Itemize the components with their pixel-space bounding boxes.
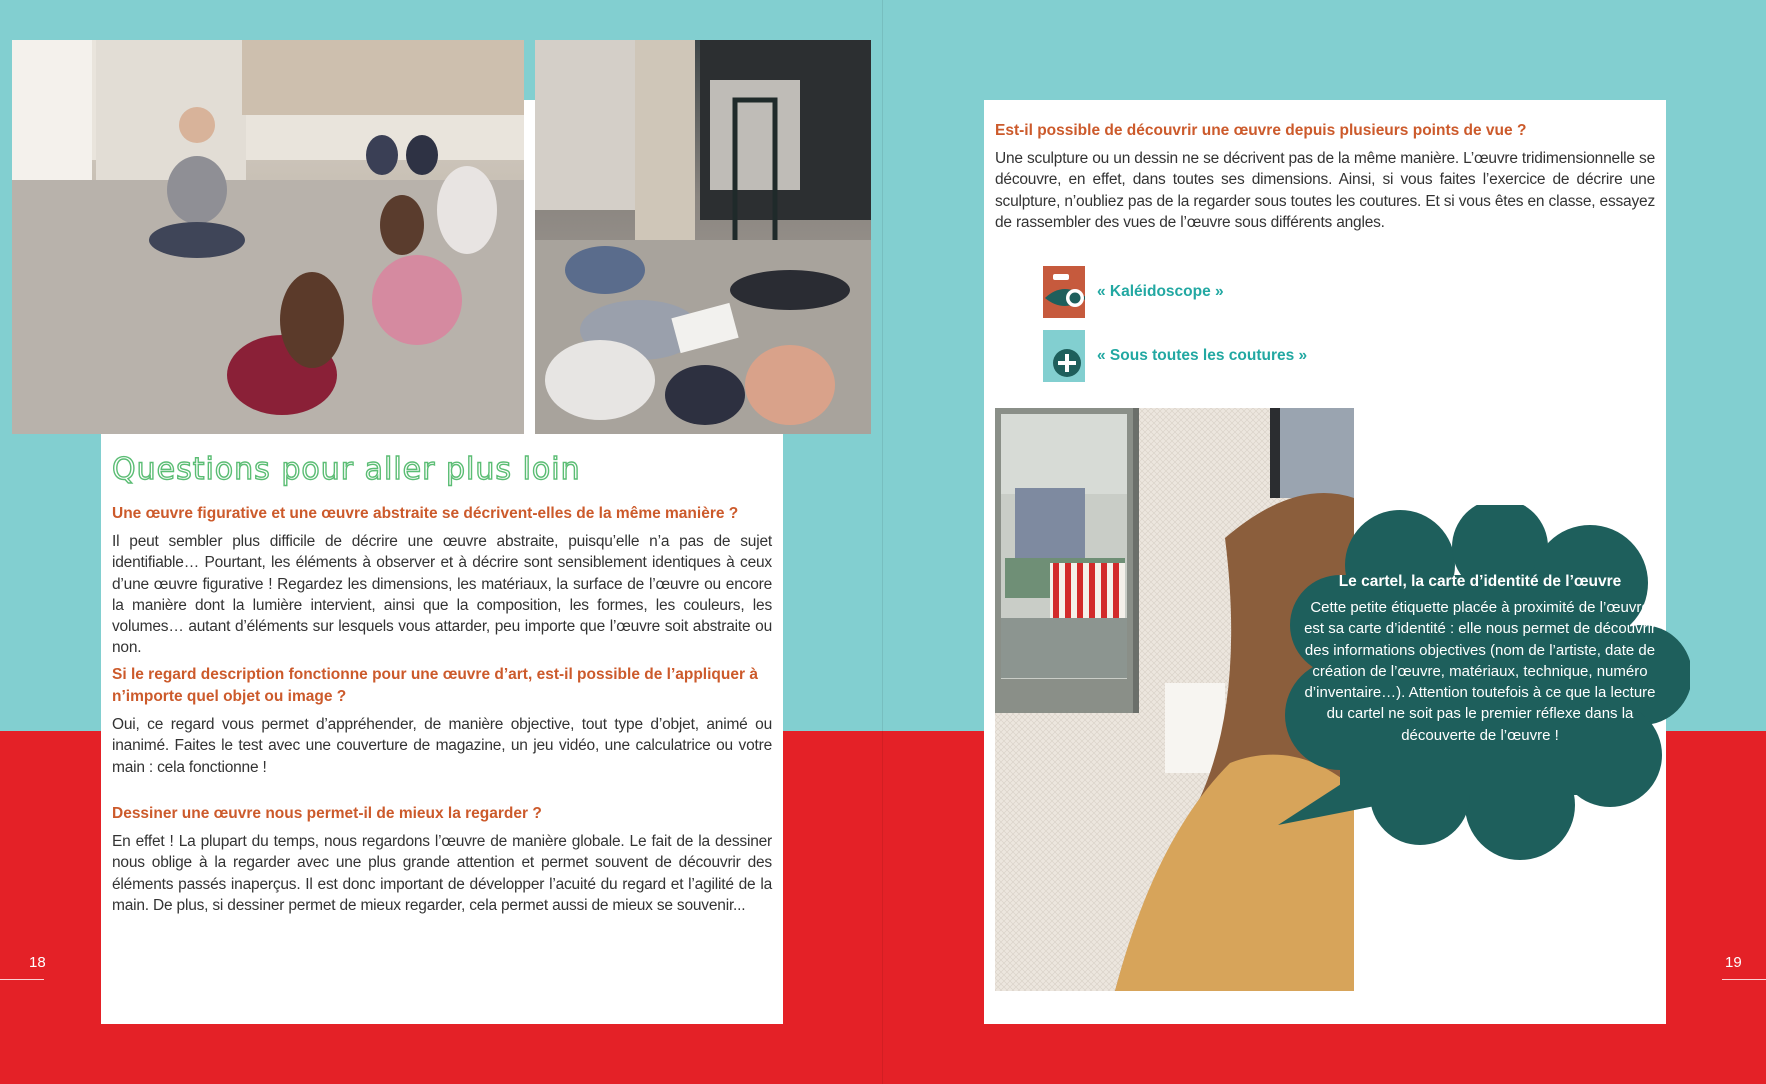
cartel-callout bbox=[1270, 505, 1690, 870]
page-number-rule-right bbox=[1722, 979, 1766, 980]
question-body: Une sculpture ou un dessin ne se décrivent pas de la même manière. L’œuvre tridimensionnelle se découvre, en effet, dans toutes ses dimensions. Ainsi, si vous faites l’exercice de décrire une sculpture, n’oubliez pas de la regarder sous toutes les coutures. Et si vous êtes en classe, essayez de rassembler des vues de l’œuvre sous différents angles. bbox=[995, 150, 1655, 231]
activity-label: « Sous toutes les coutures » bbox=[1097, 347, 1308, 364]
question-body: En effet ! La plupart du temps, nous regardons l’œuvre de manière globale. Le fait de la dessiner nous oblige à la regarder avec une plus grande attention et permet souvent de découvrir des éléments passés inaperçus. Il est donc important de développer l’acuité du regard et l’agilité de la main. De plus, si dessiner permet de mieux regarder, cela permet aussi de mieux se souvenir... bbox=[112, 833, 772, 914]
question-heading: Une œuvre figurative et une œuvre abstraite se décrivent-elles de la même manière ? bbox=[112, 505, 739, 522]
question-block-1 bbox=[112, 503, 772, 659]
activity-label: « Kaléidoscope » bbox=[1097, 283, 1224, 300]
callout-title: Le cartel, la carte d’identité de l’œuvre bbox=[1338, 573, 1622, 590]
photo-students-listening-illustration bbox=[12, 40, 524, 434]
photo-students-drawing-illustration bbox=[535, 40, 871, 434]
activity-kaleidoscope[interactable] bbox=[1043, 266, 1224, 318]
photo-students-drawing bbox=[535, 40, 871, 434]
page-spine bbox=[882, 0, 883, 1084]
activity-sous-toutes-les-coutures[interactable] bbox=[1043, 330, 1307, 382]
section-title: Questions pour aller plus loin bbox=[112, 452, 581, 487]
question-heading: Est-il possible de découvrir une œuvre depuis plusieurs points de vue ? bbox=[995, 122, 1527, 139]
question-body: Il peut sembler plus difficile de décrire une œuvre abstraite, puisqu’elle n’a pas de sujet identifiable… Pourtant, les éléments à observer et à décrire sont sensiblement identiques à ceux d’une œuvre figurative ! Regardez les dimensions, les matériaux, la surface de l’œuvre ou encore la manière dont la lumière intervient, ainsi que la composition, les formes, les couleurs, les volumes… autant d’éléments sur lesquels vous attarder, peu importe que l’œuvre soit abstraite ou non. bbox=[112, 533, 772, 657]
page-number-left: 18 bbox=[29, 954, 46, 971]
callout-body: Cette petite étiquette placée à proximité de l’œuvre est sa carte d’identité : elle nous permet de découvrir des informations objectives (nom de l’artiste, date de création de l’œuvre, matériaux, technique, numéro d’inventaire…). Attention toutefois à ce que la lecture du cartel ne soit pas le premier réflexe dans la découverte de l’œuvre ! bbox=[1304, 599, 1656, 744]
page-number-right: 19 bbox=[1725, 954, 1742, 971]
question-block-4 bbox=[995, 120, 1655, 233]
page-number-rule-left bbox=[0, 979, 44, 980]
question-body: Oui, ce regard vous permet d’appréhender, de manière objective, tout type d’objet, animé ou inanimé. Faites le test avec une couverture de magazine, un jeu vidéo, une calculatrice ou votre main : cela fonctionne ! bbox=[112, 716, 772, 776]
question-block-2 bbox=[112, 664, 772, 778]
callout-text bbox=[1300, 573, 1660, 746]
photo-students-listening bbox=[12, 40, 524, 434]
plus-icon bbox=[1043, 330, 1085, 382]
question-heading: Dessiner une œuvre nous permet-il de mieux la regarder ? bbox=[112, 805, 542, 822]
question-block-3 bbox=[112, 803, 772, 916]
question-heading: Si le regard description fonctionne pour une œuvre d’art, est-il possible de l’appliquer à n’importe quel objet ou image ? bbox=[112, 666, 758, 705]
eye-icon bbox=[1043, 266, 1085, 318]
